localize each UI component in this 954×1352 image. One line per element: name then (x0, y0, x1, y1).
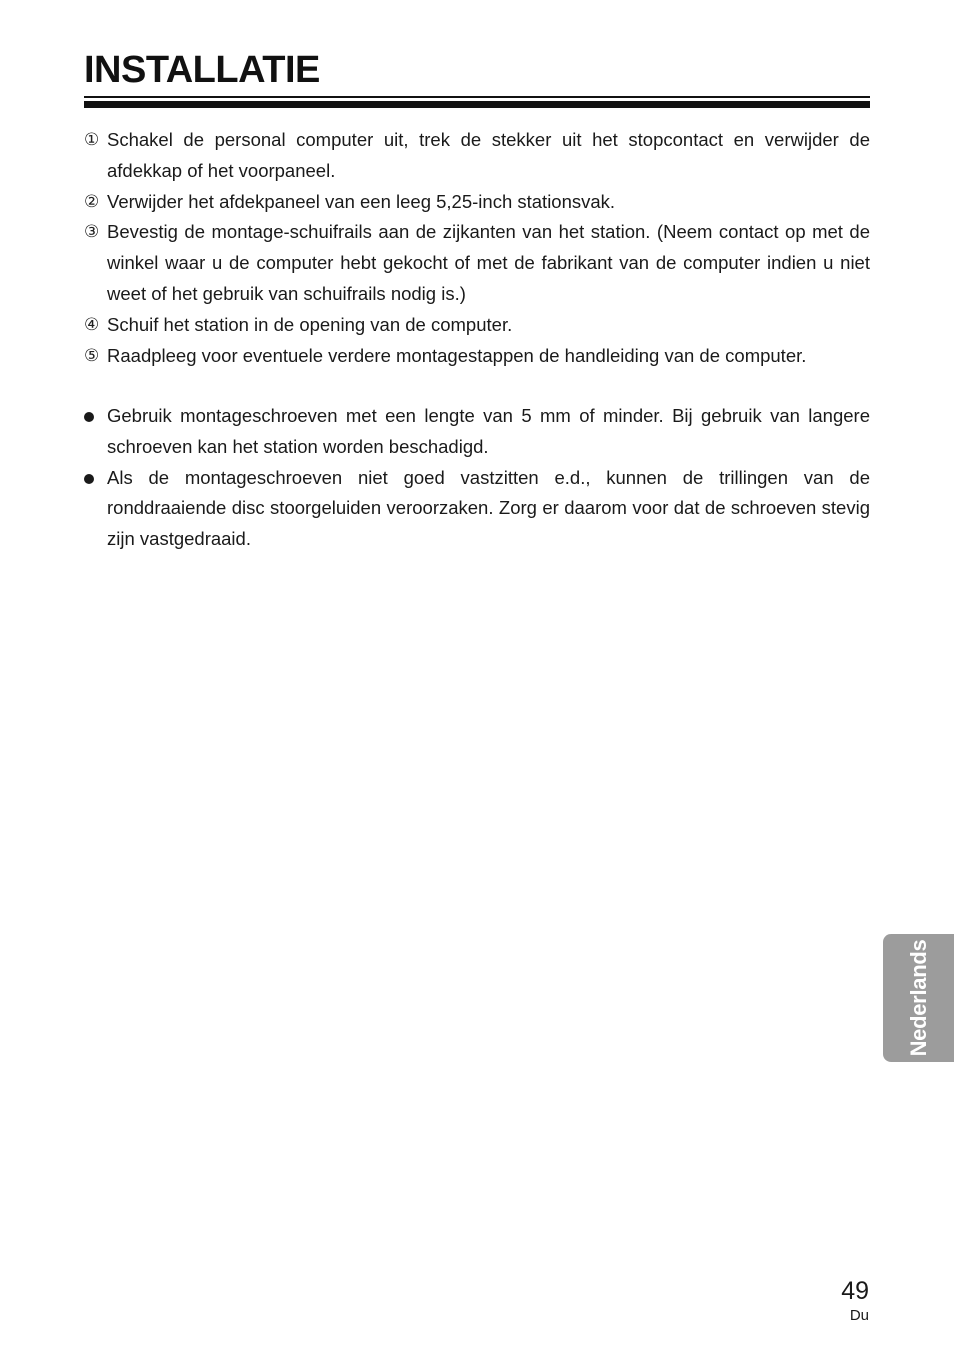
step-item (84, 187, 870, 218)
page-number: 49 (841, 1277, 869, 1305)
step-text: Schakel de personal computer uit, trek de stekker uit het stopcontact en verwijder de afdekkap of het voorpaneel. (107, 129, 870, 181)
step-item (84, 217, 870, 309)
note-text: Gebruik montageschroeven met een lengte van 5 mm of minder. Bij gebruik van langere schroeven kan het station worden beschadigd. (107, 405, 870, 457)
step-item (84, 310, 870, 341)
bullet-icon (84, 412, 94, 422)
language-code: Du (849, 1307, 869, 1324)
installation-steps (84, 125, 870, 371)
step-number: ① (84, 130, 100, 150)
language-tab (883, 934, 954, 1062)
notes-list (84, 401, 870, 555)
step-number: ③ (84, 222, 100, 243)
step-item (84, 125, 870, 187)
note-item (84, 401, 870, 463)
step-text: Schuif het station in de opening van de computer. (107, 313, 513, 335)
step-number: ④ (84, 314, 100, 335)
bullet-icon (84, 474, 94, 484)
title-rule-thin (84, 96, 870, 98)
step-number: ② (84, 191, 100, 212)
step-item (84, 341, 870, 372)
step-number: ⑤ (84, 345, 100, 366)
step-text: Raadpleeg voor eventuele verdere montagestappen de handleiding van de computer. (107, 344, 807, 366)
step-text: Bevestig de montage-schuifrails aan de zijkanten van het station. (Neem contact op met de winkel waar u de computer hebt gekocht of met de fabrikant van de computer indien u niet weet of het gebruik van schuifrails nodig is.) (107, 221, 870, 304)
step-text: Verwijder het afdekpaneel van een leeg 5,25-inch stationsvak. (107, 190, 616, 212)
note-item (84, 463, 870, 555)
title-rule-thick (84, 101, 870, 108)
language-tab-label: Nederlands (905, 939, 931, 1057)
note-text: Als de montageschroeven niet goed vastzitten e.d., kunnen de trillingen van de ronddraaiende disc stoorgeluiden veroorzaken. Zorg er daarom voor dat de schroeven stevig zijn vastgedraaid. (107, 466, 870, 550)
page-title: INSTALLATIE (84, 49, 320, 91)
